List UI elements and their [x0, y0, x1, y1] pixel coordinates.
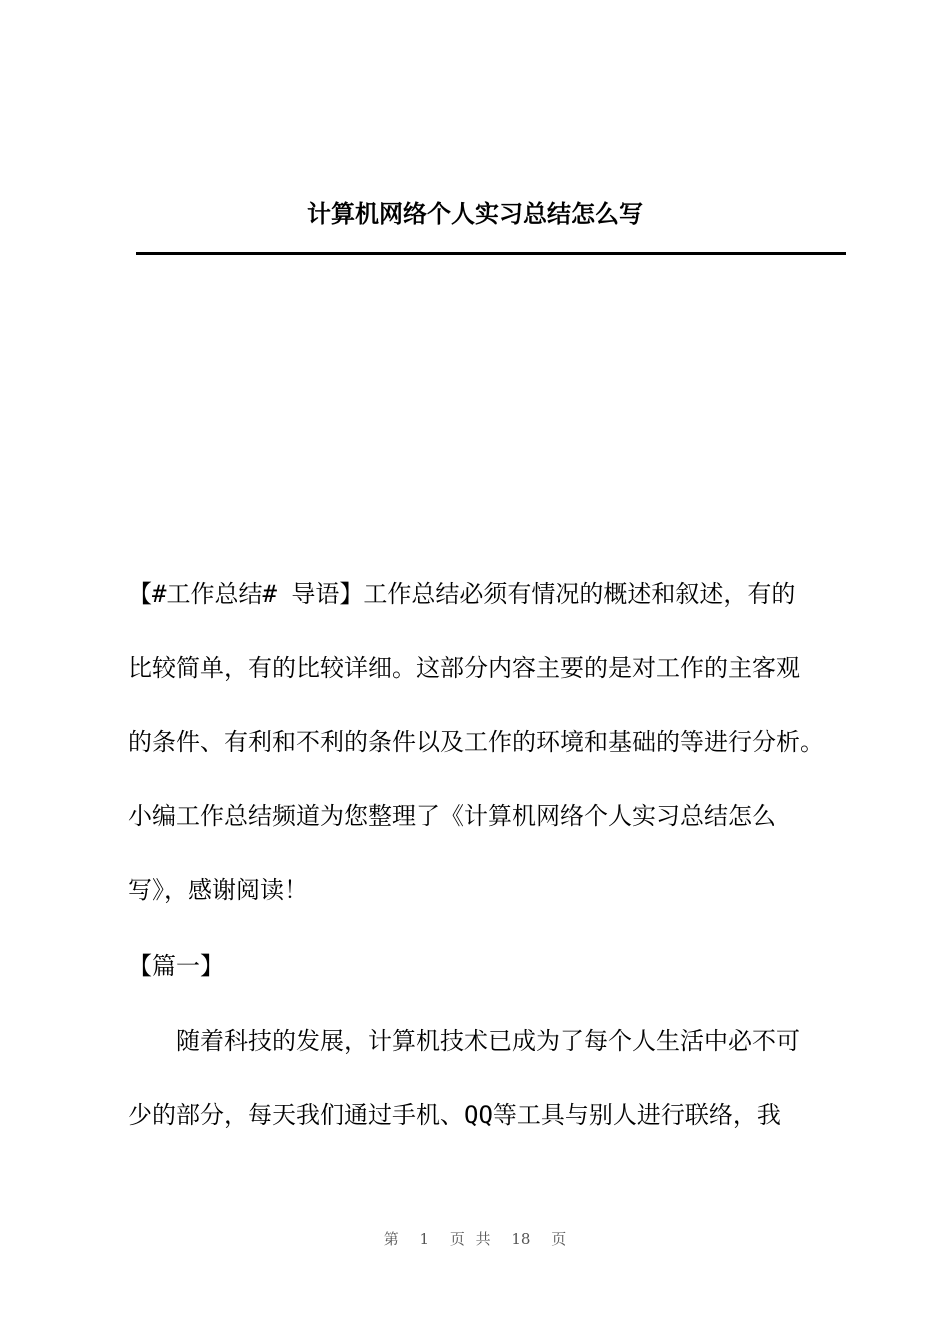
- page-footer: [0, 1229, 950, 1249]
- body-line-1: 【#工作总结# 导语】工作总结必须有情况的概述和叙述，有的: [128, 580, 796, 608]
- footer-current-page: 1: [419, 1230, 430, 1248]
- footer-prefix: 第: [383, 1230, 399, 1248]
- title-divider: [136, 252, 846, 255]
- document-title: 计算机网络个人实习总结怎么写: [307, 199, 643, 228]
- footer-middle: 页 共: [449, 1230, 491, 1248]
- section-heading: 【篇一】: [128, 952, 224, 980]
- body-line-5: 写》，感谢阅读！: [128, 876, 308, 904]
- body-line-4: 小编工作总结频道为您整理了《计算机网络个人实习总结怎么: [128, 802, 776, 830]
- body-line-3: 的条件、有利和不利的条件以及工作的环境和基础的等进行分析。: [128, 728, 824, 756]
- body-line-2: 比较简单，有的比较详细。这部分内容主要的是对工作的主客观: [128, 654, 800, 682]
- footer-total-pages: 18: [511, 1230, 531, 1248]
- footer-suffix: 页: [551, 1230, 567, 1248]
- body-line-8: 少的部分，每天我们通过手机、QQ等工具与别人进行联络，我: [128, 1101, 781, 1129]
- body-line-7: 随着科技的发展，计算机技术已成为了每个人生活中必不可: [128, 1027, 800, 1055]
